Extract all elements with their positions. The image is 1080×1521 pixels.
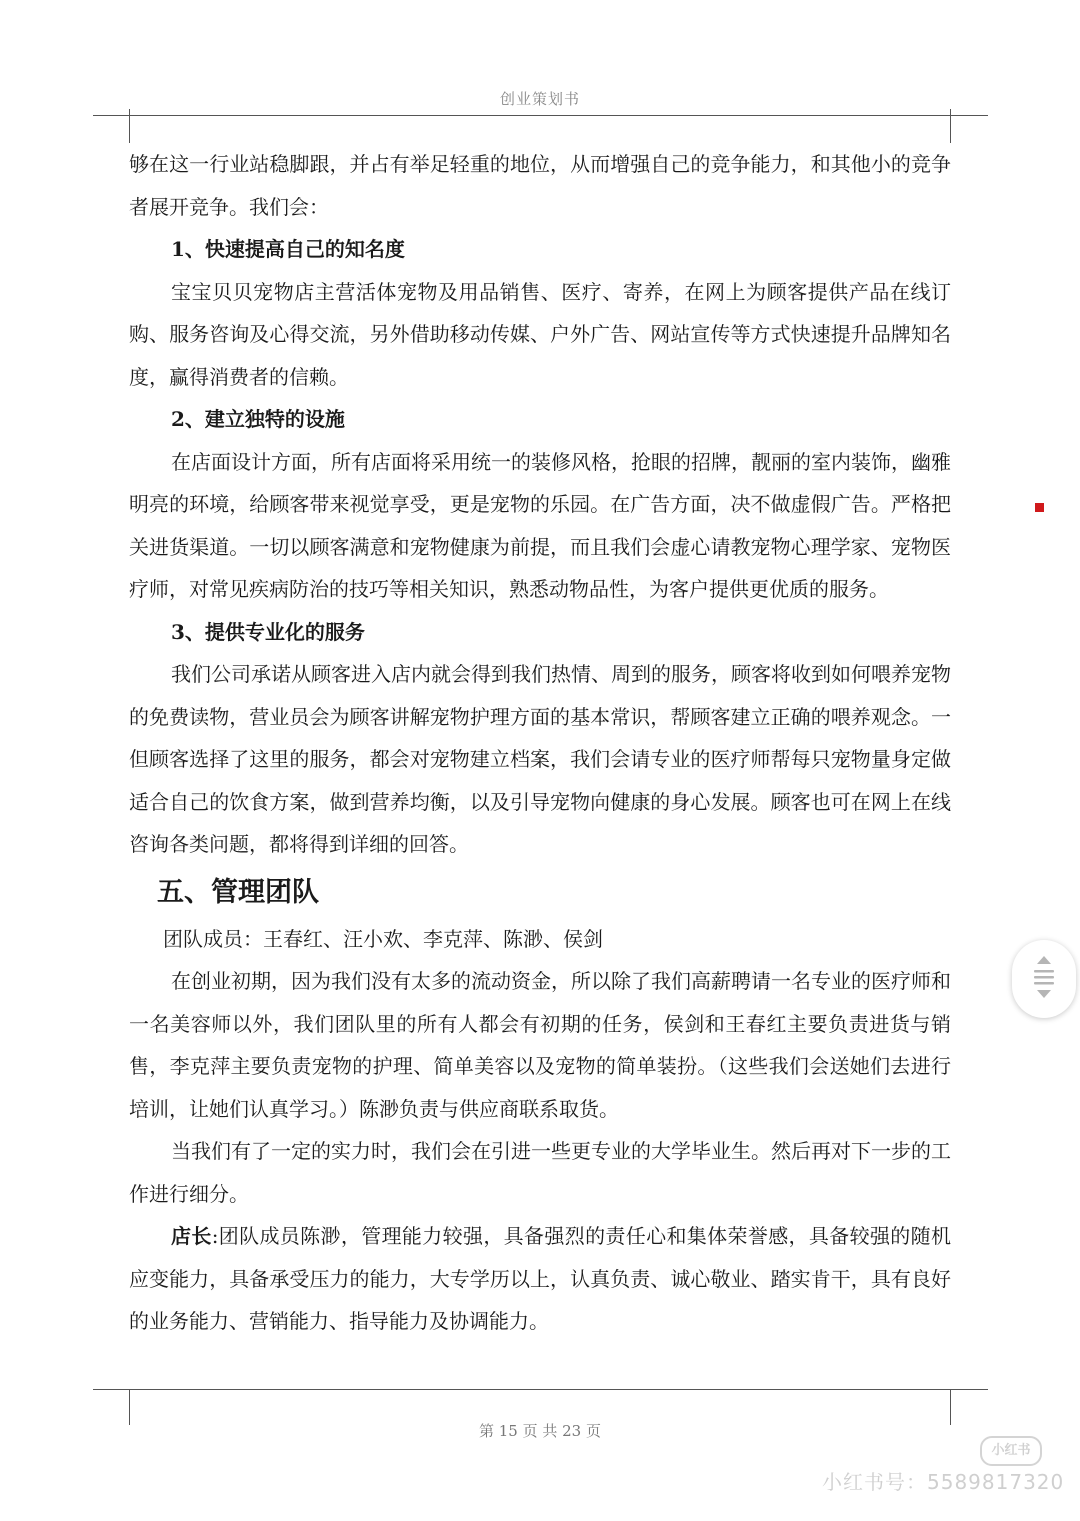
paragraph-facilities: 在店面设计方面，所有店面将采用统一的装修风格，抢眼的招牌，靓丽的室内装饰，幽雅明亮的环境，给顾客带来视觉享受，更是宠物的乐园。在广告方面，决不做虚假广告。严格把关进货渠道。一切以顾客满意和宠物健康为前提，而且我们会虚心请教宠物心理学家、宠物医疗师，对常见疾病防治的技巧等相关知识，熟悉动物品性，为客户提供更优质的服务。 <box>129 449 951 601</box>
paragraph-manager <box>129 1215 951 1343</box>
watermark-text: 小红书号：5589817320 <box>822 1470 1065 1494</box>
paragraph-growth: 当我们有了一定的实力时，我们会在引进一些更专业的大学毕业生。然后再对下一步的工作进行细分。 <box>129 1139 951 1206</box>
subheading-2: 2、建立独特的设施 <box>171 407 345 431</box>
scroll-handle-icon <box>1031 954 1057 1002</box>
footer-rule <box>93 1389 988 1390</box>
header-corner-right <box>950 109 951 143</box>
watermark-logo: 小红书 <box>980 1436 1042 1466</box>
paragraph-awareness: 宝宝贝贝宠物店主营活体宠物及用品销售、医疗、寄养，在网上为顾客提供产品在线订购、服务咨询及心得交流，另外借助移动传媒、户外广告、网站宣传等方式快速提升品牌知名度，赢得消费者的信赖。 <box>129 279 951 389</box>
page-number: 第 15 页 共 23 页 <box>478 1422 601 1440</box>
manager-label: 店长 <box>171 1224 212 1248</box>
subheading-3: 3、提供专业化的服务 <box>171 619 365 644</box>
team-members: 团队成员：王春红、汪小欢、李克萍、陈渺、侯剑 <box>163 926 603 951</box>
manager-text: :团队成员陈渺，管理能力较强，具备强烈的责任心和集体荣誉感，具备较强的随机应变能力，具备承受压力的能力，大专学历以上，认真负责、诚心敬业、踏实肯干，具有良好的业务能力、营销能力、指导能力及协调能力。 <box>129 1224 951 1333</box>
header-rule <box>93 115 988 116</box>
subheading-1: 1、快速提高自己的知名度 <box>171 237 405 261</box>
paragraph-roles: 在创业初期，因为我们没有太多的流动资金，所以除了我们高薪聘请一名专业的医疗师和一名美容师以外，我们团队里的所有人都会有初期的任务，侯剑和王春红主要负责进货与销售，李克萍主要负责宠物的护理、简单美容以及宠物的简单装扮。（这些我们会送她们去进行培训，让她们认真学习。）陈渺负责与供应商联系取货。 <box>129 969 951 1121</box>
paragraph-intro: 够在这一行业站稳脚跟，并占有举足轻重的地位，从而增强自己的竞争能力，和其他小的竞争者展开竞争。我们会： <box>129 152 951 219</box>
paragraph-service: 我们公司承诺从顾客进入店内就会得到我们热情、周到的服务，顾客将收到如何喂养宠物的免费读物，营业员会为顾客讲解宠物护理方面的基本常识，帮顾客建立正确的喂养观念。一但顾客选择了这里的服务，都会对宠物建立档案，我们会请专业的医疗师帮每只宠物量身定做适合自己的饮食方案，做到营养均衡，以及引导宠物向健康的身心发展。顾客也可在网上在线咨询各类问题，都将得到详细的回答。 <box>129 662 951 856</box>
document-body <box>129 143 951 1343</box>
section-title: 五、管理团队 <box>157 876 319 908</box>
scroll-handle[interactable] <box>1012 940 1076 1018</box>
red-marker <box>1035 503 1044 512</box>
header-corner-left <box>129 109 130 143</box>
header-title: 创业策划书 <box>499 90 580 108</box>
